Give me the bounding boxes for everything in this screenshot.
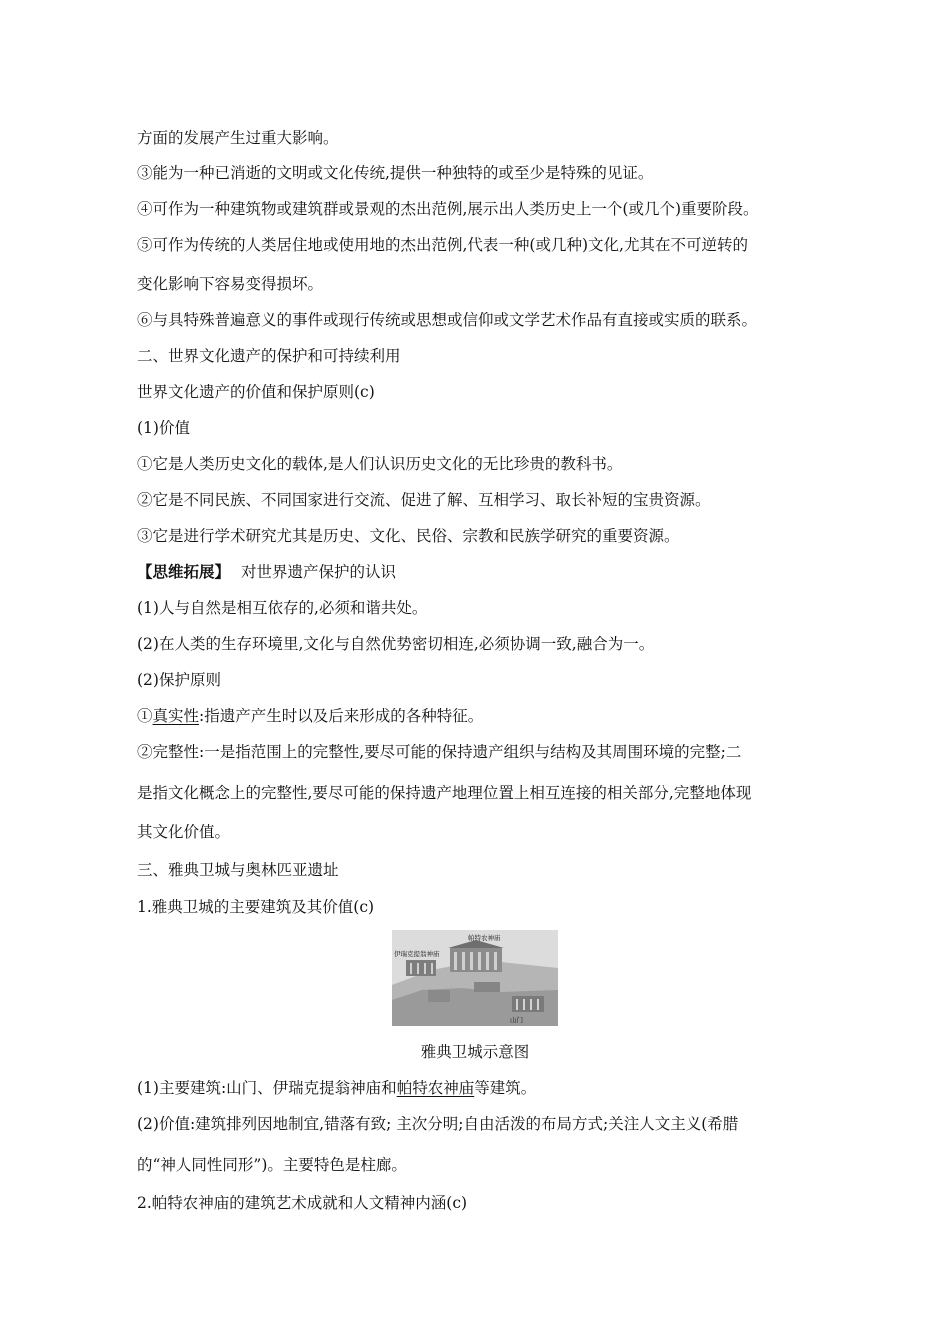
section-heading: 二、世界文化遗产的保护和可持续利用: [137, 347, 401, 365]
text-line: 方面的发展产生过重大影响。: [137, 129, 339, 147]
section-heading: 三、雅典卫城与奥林匹亚遗址: [137, 861, 339, 879]
text-line: ④可作为一种建筑物或建筑群或景观的杰出范例,展示出人类历史上一个(或几个)重要阶段。: [137, 200, 759, 218]
subsection-heading: 世界文化遗产的价值和保护原则(c): [137, 383, 375, 401]
text-line: ③它是进行学术研究尤其是历史、文化、民俗、宗教和民族学研究的重要资源。: [137, 527, 680, 545]
principle-term: 真实性: [152, 707, 200, 725]
expansion-tag: 【思维拓展】: [137, 562, 231, 581]
figure-caption: 雅典卫城示意图: [420, 1043, 530, 1061]
principle-number: ①: [137, 707, 153, 725]
text-line: ①它是人类历史文化的载体,是人们认识历史文化的无比珍贵的教科书。: [137, 455, 623, 473]
acropolis-illustration: [392, 930, 558, 1026]
label-gate: 山门: [510, 1016, 523, 1024]
text-line: ⑤可作为传统的人类居住地或使用地的杰出范例,代表一种(或几种)文化,尤其在不可逆转的: [137, 236, 748, 254]
text-line: ②它是不同民族、不同国家进行交流、促进了解、互相学习、取长补短的宝贵资源。: [137, 491, 711, 509]
text-line: 其文化价值。: [137, 823, 231, 841]
text-line: ⑥与具特殊普遍意义的事件或现行传统或思想或信仰或文学艺术作品有直接或实质的联系。: [137, 311, 758, 329]
main-buildings: [137, 1078, 536, 1098]
buildings-post: 等建筑。: [474, 1079, 537, 1097]
subsection-heading: 1.雅典卫城的主要建筑及其价值(c): [137, 898, 375, 916]
text-line: (2)保护原则: [137, 671, 221, 689]
text-line: (2)价值:建筑排列因地制宜,错落有致; 主次分明;自由活泼的布局方式;关注人文主义(希腊: [137, 1115, 739, 1133]
buildings-pre: (1)主要建筑:山门、伊瑞克提翁神庙和: [137, 1079, 397, 1097]
text-line: (1)人与自然是相互依存的,必须和谐共处。: [137, 599, 428, 617]
subsection-heading: 2.帕特农神庙的建筑艺术成就和人文精神内涵(c): [137, 1194, 468, 1212]
text-line: ②完整性:一是指范围上的完整性,要尽可能的保持遗产组织与结构及其周围环境的完整;二: [137, 743, 742, 761]
buildings-term: 帕特农神庙: [396, 1079, 475, 1097]
label-parthenon: 帕特农神庙: [468, 934, 501, 942]
expansion-title: 对世界遗产保护的认识: [240, 563, 396, 581]
text-line: (2)在人类的生存环境里,文化与自然优势密切相连,必须协调一致,融合为一。: [137, 635, 655, 653]
principle-text: :指遗产产生时以及后来形成的各种特征。: [199, 707, 484, 725]
thinking-expansion: [137, 562, 396, 582]
text-line: 的“神人同性同形”)。主要特色是柱廊。: [137, 1156, 407, 1174]
text-line: 变化影响下容易变得损坏。: [137, 275, 324, 293]
text-line: ③能为一种已消逝的文明或文化传统,提供一种独特的或至少是特殊的见证。: [137, 164, 654, 182]
text-line: (1)价值: [137, 419, 190, 437]
principle-authenticity: [137, 706, 483, 726]
text-line: 是指文化概念上的完整性,要尽可能的保持遗产地理位置上相互连接的相关部分,完整地体现: [137, 784, 752, 802]
label-erechtheion: 伊瑞克提翁神庙: [394, 950, 440, 958]
